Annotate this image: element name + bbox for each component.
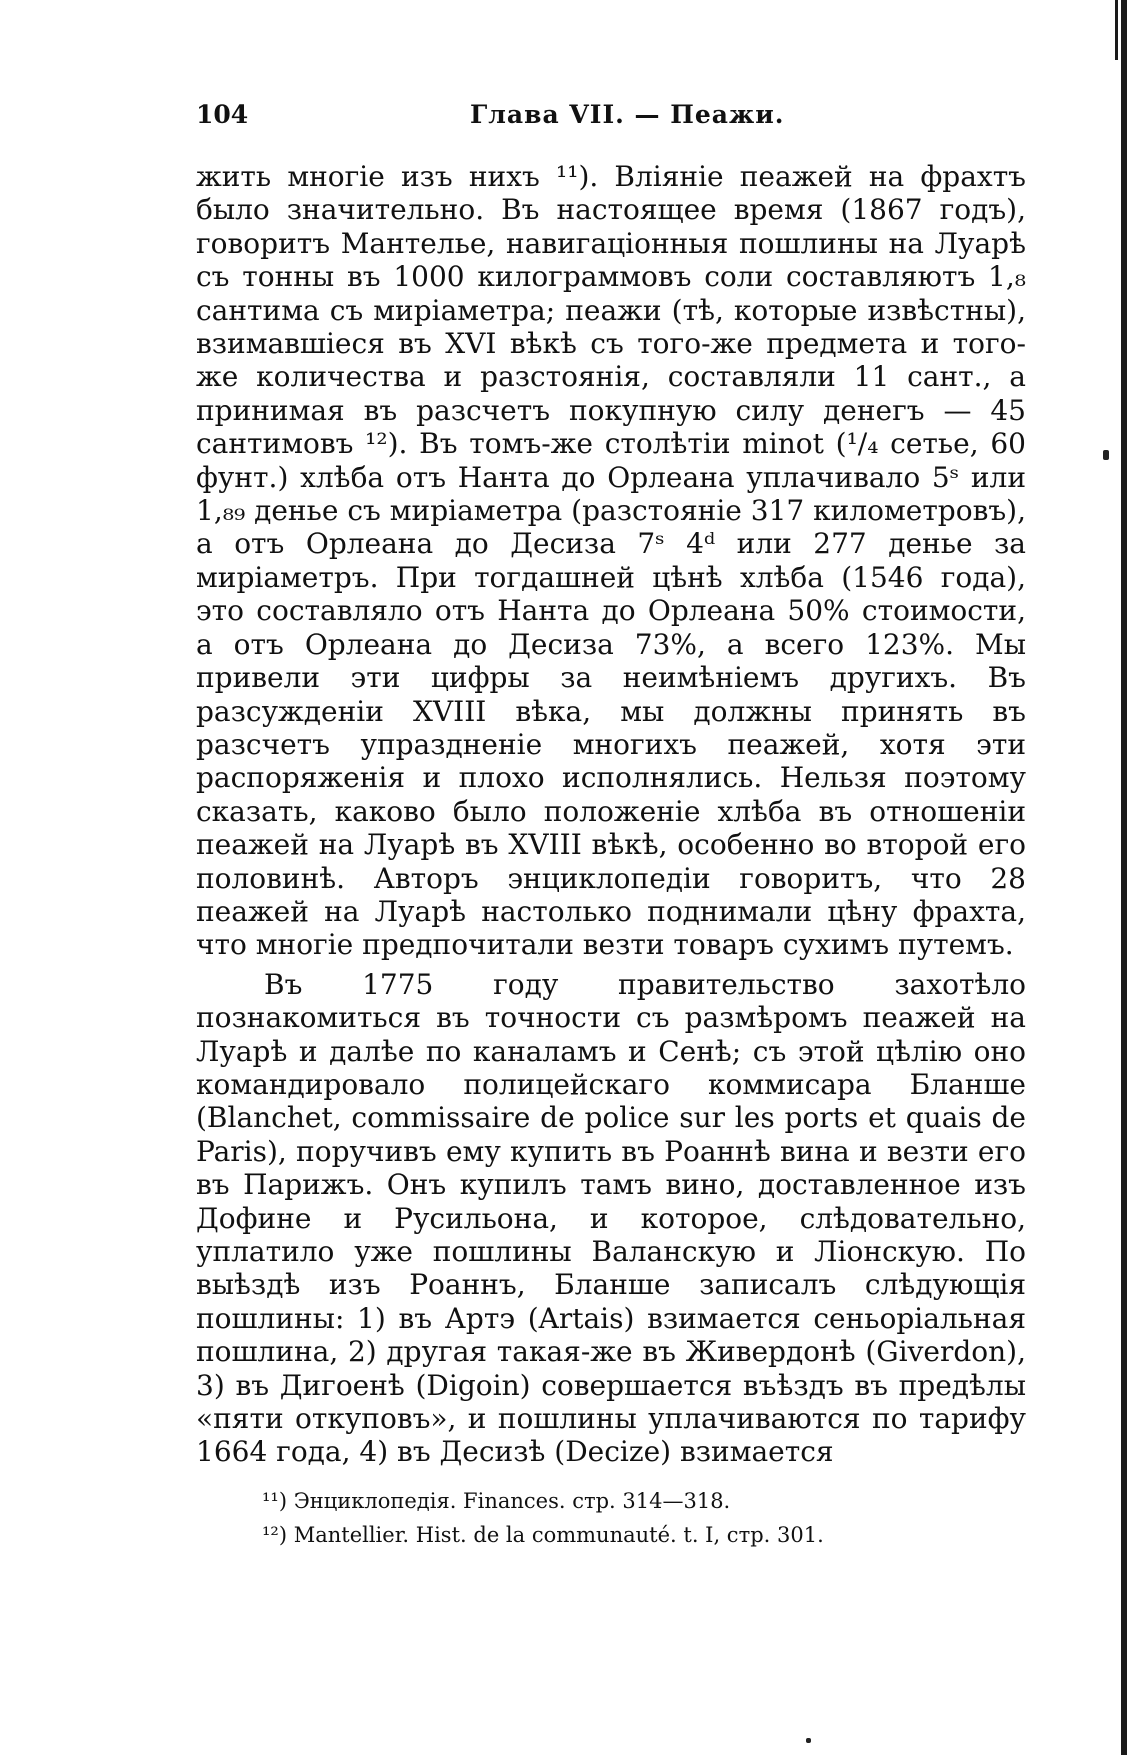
page-number: 104 [196,100,249,129]
paragraph-1: жить многіе изъ нихъ ¹¹). Вліяніе пеажей на фрахтъ было значительно. Въ настоящее время (1867 годъ), говоритъ Мантелье, навигаціонныя пошлины на Луарѣ съ тонны въ 1000 килограммовъ соли составляютъ 1,₈ сантима съ миріаметра; пеажи (тѣ, которые извѣстны), взимавшіеся въ XVI вѣкѣ съ того-же предмета и того-же количества и разстоянія, составляли 11 сант., а принимая въ разсчетъ покупную силу денегъ — 45 сантимовъ ¹²). Въ томъ-же столѣтіи minot (¹/₄ сетье, 60 фунт.) хлѣба отъ Нанта до Орлеана уплачивало 5ˢ или 1,₈₉ денье съ миріаметра (разстояніе 317 километровъ), а отъ Орлеана до Десиза 7ˢ 4ᵈ или 277 денье за миріаметръ. При тогдашней цѣнѣ хлѣба (1546 года), это составляло отъ Нанта до Орлеана 50% стоимости, а отъ Орлеана до Десиза 73%, а всего 123%. Мы привели эти цифры за неимѣніемъ другихъ. Въ разсужденіи XVIII вѣка, мы должны принять въ разсчетъ упраздненіе многихъ пеажей, хотя эти распоряженія и плохо исполнялись. Нельзя поэтому сказать, каково было положеніе хлѣба въ отношеніи пеажей на Луарѣ въ XVIII вѣкѣ, особенно во второй его половинѣ. Авторъ энциклопедіи говоритъ, что 28 пеажей на Луарѣ настолько поднимали цѣну фрахта, что многіе предпочитали везти товаръ сухимъ путемъ. [196,160,1026,962]
paragraph-2: Въ 1775 году правительство захотѣло познакомиться въ точности съ размѣромъ пеажей на Луарѣ и далѣе по каналамъ и Сенѣ; съ этой цѣлію оно командировало полицейскаго коммисара Бланше (Blanchet, commissaire de police sur les ports et quais de Paris), поручивъ ему купить въ Роаннѣ вина и везти его въ Парижъ. Онъ купилъ тамъ вино, доставленное изъ Дофине и Русильона, и которое, слѣдовательно, уплатило уже пошлины Валанскую и Ліонскую. По выѣздѣ изъ Роаннъ, Бланше записалъ слѣдующія пошлины: 1) въ Артэ (Artais) взимается сеньоріальная пошлина, 2) другая такая-же въ Живердонѣ (Giverdon), 3) въ Дигоенѣ (Digoin) совершается въѣздъ въ предѣлы «пяти откуповъ», и пошлины уплачиваются по тарифу 1664 года, 4) въ Десизѣ (Decize) взимается [196,967,1026,1469]
print-speck [806,1738,811,1743]
page-edge-mark [1115,0,1118,60]
print-speck [1103,450,1109,460]
running-head: Глава VII. — Пеажи. [470,100,785,129]
page-edge-line [1121,0,1127,1755]
footnote-11: ¹¹) Энциклопедія. Finances. стр. 314—318. [262,1489,731,1513]
footnotes [262,1484,1022,1552]
body-text [196,160,1026,1469]
footnote-12: ¹²) Mantellier. Hist. de la communauté. t. I, стр. 301. [262,1523,824,1547]
